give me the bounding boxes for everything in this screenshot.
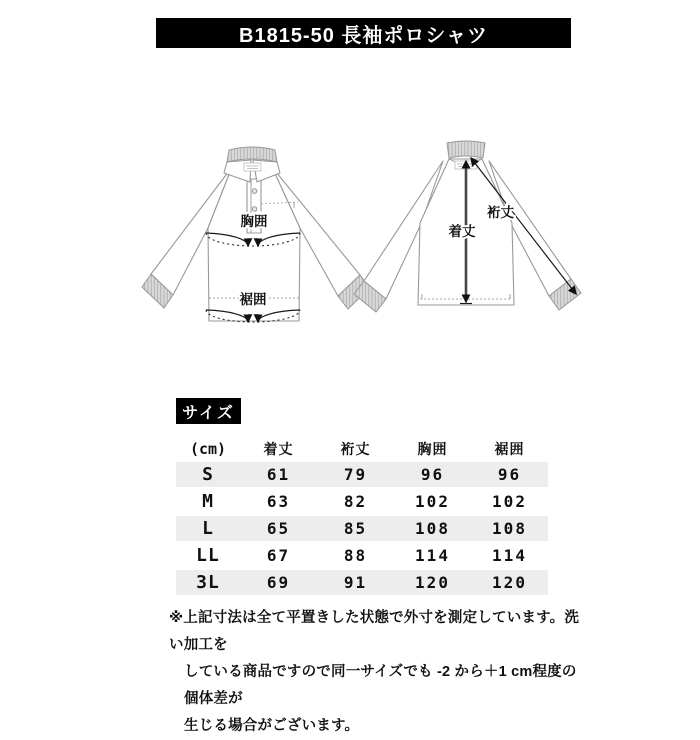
unit-header: (cm) [189, 439, 227, 458]
back-shirt-illustration [354, 141, 581, 312]
value-cell: 85 [343, 519, 368, 538]
garment-measurement-diagram [140, 133, 600, 338]
size-table-row [176, 515, 548, 542]
column-header: 裄丈 [340, 440, 371, 457]
button [252, 189, 257, 194]
value-cell: 88 [343, 546, 368, 565]
size-cell: S [202, 464, 214, 485]
value-cell: 102 [415, 492, 450, 511]
size-table [176, 437, 548, 597]
size-cell: L [202, 518, 214, 539]
hem-label: 裾囲 [239, 292, 267, 307]
value-cell: 120 [415, 573, 450, 592]
value-cell: 120 [492, 573, 527, 592]
value-cell: 61 [266, 465, 291, 484]
size-table-row [176, 542, 548, 569]
note-line: 生じる場合がございます。 [184, 718, 360, 734]
column-header: 着丈 [263, 440, 294, 457]
value-cell: 114 [415, 546, 450, 565]
size-table-row [176, 461, 548, 488]
button [252, 207, 257, 212]
value-cell: 96 [420, 465, 445, 484]
size-cell: LL [196, 545, 220, 566]
value-cell: 96 [497, 465, 522, 484]
body-length-label: 着丈 [448, 224, 476, 239]
size-cell: 3L [196, 572, 220, 593]
value-cell: 79 [343, 465, 368, 484]
note-line: ※上記寸法は全て平置きした状態で外寸を測定しています。洗い加工を [169, 610, 580, 653]
front-collar-band [227, 147, 277, 162]
value-cell: 108 [415, 519, 450, 538]
size-table-header-row [176, 437, 548, 461]
column-header: 裾囲 [494, 440, 525, 457]
value-cell: 91 [343, 573, 368, 592]
column-header: 胸囲 [417, 440, 448, 457]
product-title-banner [156, 18, 571, 48]
front-shirt-illustration [142, 147, 370, 322]
value-cell: 108 [492, 519, 527, 538]
value-cell: 102 [492, 492, 527, 511]
chest-label: 胸囲 [240, 214, 268, 229]
value-cell: 82 [343, 492, 368, 511]
note-line: している商品ですので同一サイズでも -2 から＋1 cm程度の個体差が [184, 664, 577, 707]
value-cell: 69 [266, 573, 291, 592]
size-cell: M [202, 491, 214, 512]
product-title: B1815-50 長袖ポロシャツ [239, 24, 488, 47]
sleeve-length-label: 裄丈 [487, 205, 514, 220]
value-cell: 114 [492, 546, 527, 565]
value-cell: 63 [266, 492, 291, 511]
measurement-notes [169, 605, 581, 740]
value-cell: 67 [266, 546, 291, 565]
size-table-row [176, 569, 548, 596]
size-section-label: サイズ [176, 398, 241, 424]
value-cell: 65 [266, 519, 291, 538]
brand-label [244, 163, 261, 171]
size-table-row [176, 488, 548, 515]
back-collar-band [447, 141, 485, 158]
